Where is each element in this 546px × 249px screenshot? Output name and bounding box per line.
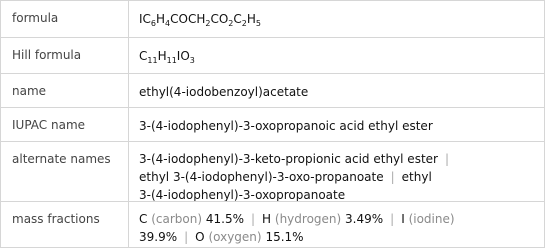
element-name: (carbon)	[151, 212, 203, 226]
formula-sub: 11	[166, 56, 177, 65]
value-alternate-names	[139, 150, 538, 204]
element-percent: 41.5%	[205, 212, 244, 226]
row-iupac-name	[1, 107, 544, 141]
value-name: ethyl(4-iodobenzoyl)acetate	[139, 85, 309, 99]
element-name: (hydrogen)	[274, 212, 342, 226]
label-formula: formula	[1, 1, 129, 37]
value-iupac-name: 3-(4-iodophenyl)-3-oxopropanoic acid ethyl ester	[139, 119, 433, 133]
formula-part: C	[139, 49, 148, 63]
alternate-line-3: 3-(4-iodophenyl)-3-oxopropanoate	[139, 188, 346, 202]
value-formula	[139, 10, 538, 28]
formula-sub: 2	[228, 19, 234, 28]
mass-line-1	[139, 210, 538, 228]
row-mass-fractions	[1, 201, 544, 248]
alternate-line-1	[139, 150, 538, 168]
element-name: (oxygen)	[208, 230, 262, 244]
formula-sub: 2	[205, 19, 211, 28]
formula-part: COCH	[170, 12, 206, 26]
label-alternate-names: alternate names	[1, 142, 129, 201]
separator: |	[444, 152, 450, 166]
formula-part: C	[233, 12, 242, 26]
separator: |	[184, 230, 189, 244]
formula-part: H	[246, 12, 256, 26]
value-hill-formula	[139, 47, 538, 65]
formula-sub: 3	[189, 56, 195, 65]
element-symbol: O	[195, 230, 205, 244]
element-symbol: I	[401, 212, 405, 226]
formula-sub: 4	[165, 19, 171, 28]
row-name	[1, 73, 544, 107]
formula-sub: 6	[150, 19, 157, 28]
alternate-name: ethyl 3-(4-iodophenyl)-3-oxo-propanoate	[139, 170, 384, 184]
element-percent: 3.49%	[345, 212, 384, 226]
mass-line-2	[139, 228, 538, 246]
element-percent: 15.1%	[265, 230, 304, 244]
formula-part: CO	[210, 12, 229, 26]
element-symbol: C	[139, 212, 148, 226]
formula-sub: 5	[255, 19, 261, 28]
alternate-name: 3-(4-iodophenyl)-3-keto-propionic acid ethyl ester	[139, 152, 438, 166]
value-mass-fractions	[139, 210, 538, 246]
separator: |	[250, 212, 256, 226]
row-formula	[1, 1, 544, 37]
formula-part: H	[156, 12, 166, 26]
formula-part: IC	[139, 12, 151, 26]
formula-sub: 2	[241, 19, 247, 28]
label-name: name	[1, 74, 129, 107]
element-symbol: H	[262, 212, 272, 226]
element-percent: 39.9%	[139, 230, 178, 244]
label-mass-fractions: mass fractions	[1, 202, 129, 248]
formula-sub: 11	[147, 56, 158, 65]
separator: |	[390, 170, 395, 184]
row-alternate-names	[1, 141, 544, 201]
formula-part: H	[157, 49, 167, 63]
alternate-line-2	[139, 168, 538, 186]
formula-part: IO	[176, 49, 190, 63]
label-hill-formula: Hill formula	[1, 38, 129, 73]
element-name: (iodine)	[408, 212, 455, 226]
alternate-name: ethyl	[401, 170, 432, 184]
row-hill-formula	[1, 37, 544, 73]
label-iupac-name: IUPAC name	[1, 108, 129, 141]
separator: |	[390, 212, 395, 226]
